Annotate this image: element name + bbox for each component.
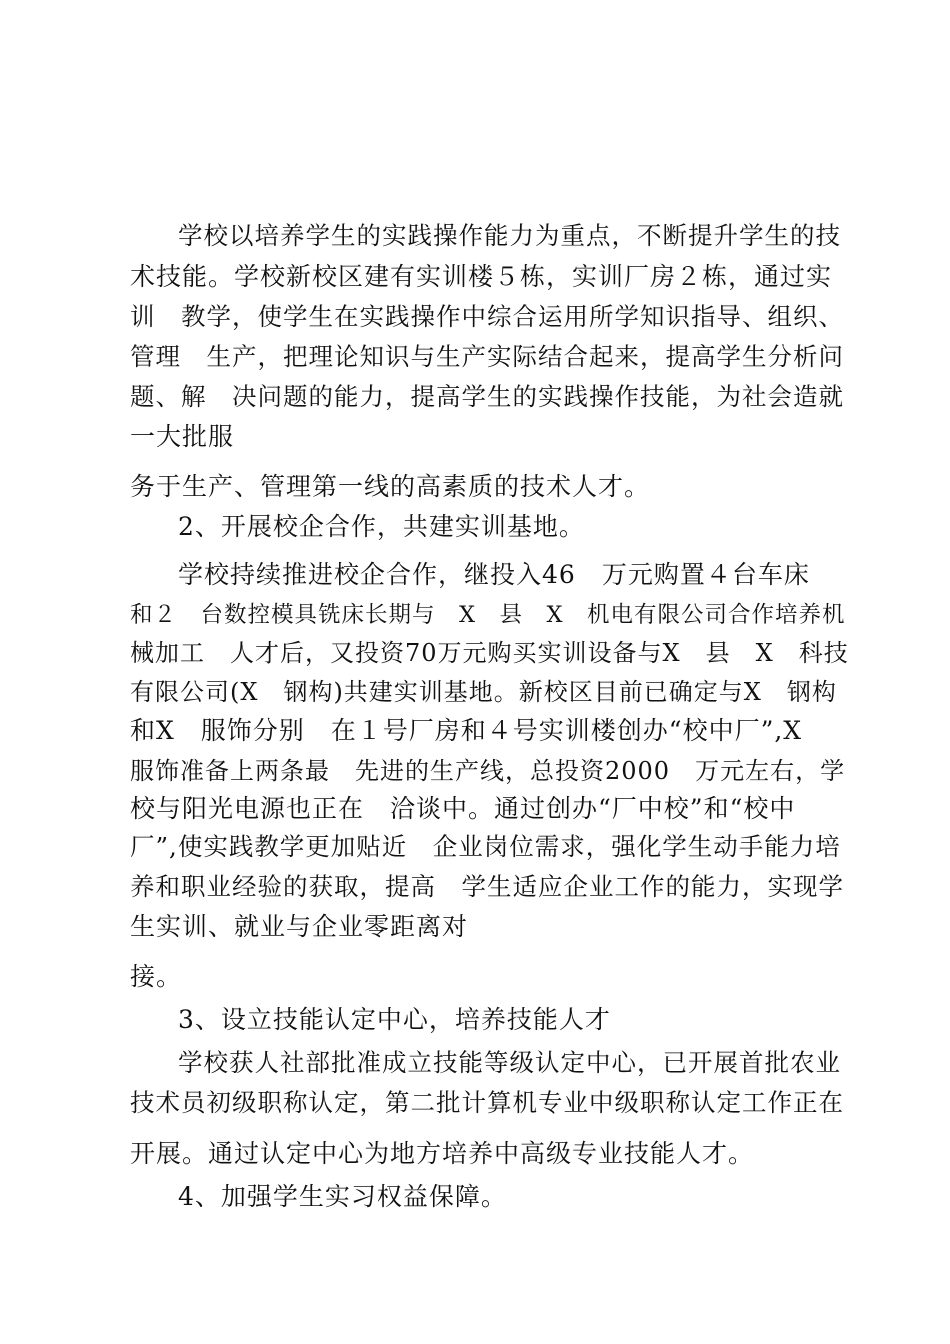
- paragraph-line: 接。: [130, 962, 183, 991]
- section-heading: 2、开展校企合作，共建实训基地。: [178, 512, 585, 541]
- paragraph-line: 有限公司(X 钢构)共建实训基地。新校区目前已确定与X 钢构: [130, 678, 837, 706]
- paragraph-line: 学校持续推进校企合作，继投入46 万元购置４台车床: [178, 560, 810, 589]
- paragraph-line: 管理 生产，把理论知识与生产实际结合起来，提高学生分析问: [130, 342, 844, 371]
- paragraph-line: 和X 服饰分别 在１号厂房和４号实训楼创办“校中厂”,X: [130, 716, 803, 745]
- paragraph-line: 训 教学，使学生在实践操作中综合运用所学知识指导、组织、: [130, 302, 844, 331]
- paragraph-line: 校与阳光电源也正在 洽谈中。通过创办“厂中校”和“校中: [130, 794, 796, 823]
- paragraph-line: 学校以培养学生的实践操作能力为重点，不断提升学生的技: [178, 221, 841, 250]
- paragraph-line: 学校获人社部批准成立技能等级认定中心，已开展首批农业: [178, 1048, 841, 1077]
- paragraph-line: 技术员初级职称认定，第二批计算机专业中级职称认定工作正在: [130, 1088, 844, 1117]
- paragraph-line: 养和职业经验的获取，提高 学生适应企业工作的能力，实现学: [130, 872, 844, 901]
- section-heading: 4、加强学生实习权益保障。: [178, 1182, 507, 1211]
- paragraph-line: 务于生产、管理第一线的高素质的技术人才。: [130, 472, 651, 501]
- paragraph-line: 厂”,使实践教学更加贴近 企业岗位需求，强化学生动手能力培: [130, 832, 841, 861]
- paragraph-line: 服饰准备上两条最 先进的生产线，总投资2000 万元左右，学: [130, 757, 846, 785]
- paragraph-line: 术技能。学校新校区建有实训楼５栋，实训厂房２栋，通过实: [130, 262, 833, 291]
- paragraph-line: 开展。通过认定中心为地方培养中高级专业技能人才。: [130, 1139, 755, 1168]
- paragraph-line: 一大批服: [130, 422, 235, 451]
- paragraph-line: 生实训、就业与企业零距离对: [130, 912, 469, 941]
- paragraph-line: 题、解 决问题的能力，提高学生的实践操作技能，为社会造就: [130, 382, 844, 411]
- section-heading: 3、设立技能认定中心，培养技能人才: [178, 1005, 611, 1034]
- paragraph-line: 械加工 人才后，又投资70万元购买实训设备与X 县 X 科技: [130, 639, 849, 667]
- paragraph-line: 和２ 台数控模具铣床长期与 X 县 X 机电有限公司合作培养机: [130, 602, 846, 628]
